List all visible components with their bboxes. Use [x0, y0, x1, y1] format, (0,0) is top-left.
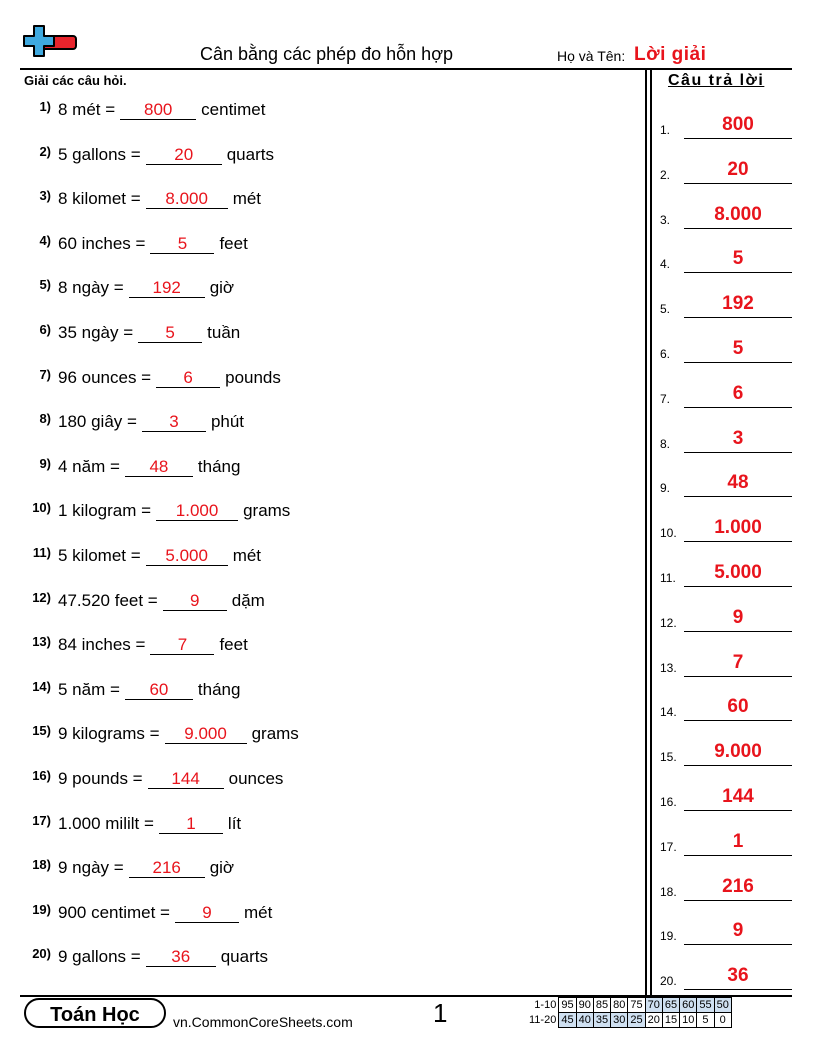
question-number: 16) [32, 768, 51, 783]
answer-value: 6 [732, 382, 744, 404]
answer-blank: 800 [120, 100, 196, 120]
answer-line [684, 228, 792, 229]
answer-value: 192 [722, 293, 754, 315]
answer-blank: 216 [129, 858, 205, 878]
answer-blank: 192 [129, 278, 205, 298]
question-prompt: 8 kilomet = [58, 189, 141, 209]
score-cell: 75 [628, 998, 645, 1013]
answer-line [684, 631, 792, 632]
question-unit: grams [243, 501, 291, 521]
answer-line [684, 183, 792, 184]
question-prompt: 9 pounds = [58, 769, 143, 788]
score-cell: 95 [559, 998, 576, 1013]
answer-line [684, 765, 792, 766]
answer-line [684, 720, 792, 721]
question-prompt: 180 giây = [58, 412, 137, 432]
question-item [20, 278, 234, 298]
question-item [20, 323, 240, 343]
question-unit: feet [219, 635, 248, 655]
answer-number: 9. [660, 481, 671, 496]
question-prompt: 60 inches = [58, 233, 146, 253]
answer-value: 36 [727, 965, 749, 987]
answer-key-item [660, 378, 792, 408]
question-item [20, 100, 265, 120]
question-item [20, 412, 244, 432]
answer-key-item [660, 423, 792, 453]
question-prompt: 1.000 mililt = [58, 813, 154, 833]
question-item [20, 769, 283, 789]
question-number: 14) [32, 678, 51, 694]
question-unit: mét [232, 189, 262, 209]
answer-value: 20 [727, 158, 749, 180]
answer-blank: 6 [156, 368, 220, 388]
score-row [527, 1013, 731, 1028]
answer-blank: 9.000 [165, 724, 247, 744]
question-number: 3) [39, 188, 51, 204]
answer-key-item [660, 154, 792, 184]
answer-blank: 8.000 [146, 189, 228, 209]
question-prompt: 96 ounces = [58, 367, 152, 387]
answer-number: 3. [660, 212, 671, 227]
answer-line [684, 317, 792, 318]
answer-key-item [660, 602, 792, 632]
score-cell: 65 [662, 998, 679, 1013]
score-cell: 35 [593, 1013, 610, 1028]
question-number: 4) [39, 232, 51, 248]
question-prompt: 9 gallons = [58, 947, 141, 967]
score-row-label: 1-10 [534, 998, 557, 1011]
answer-key-item [660, 199, 792, 229]
question-unit: tuần [207, 323, 241, 342]
answer-line [684, 676, 792, 677]
answer-number: 16. [660, 795, 677, 809]
answer-key-item [660, 467, 792, 497]
answer-blank: 144 [148, 769, 224, 789]
answer-blank: 36 [146, 947, 216, 967]
answer-key-item [660, 691, 792, 721]
score-cell: 30 [611, 1013, 628, 1028]
header-divider [20, 68, 792, 70]
question-number: 11) [32, 545, 51, 560]
question-unit: tháng [197, 456, 241, 476]
answer-number: 17. [660, 839, 677, 854]
question-unit: giờ [209, 858, 235, 878]
question-item [20, 189, 261, 209]
answer-value: 9 [732, 920, 744, 942]
question-number: 10) [32, 500, 51, 516]
question-unit: ounces [228, 769, 284, 788]
question-item [20, 680, 240, 700]
answer-key-item [660, 915, 792, 945]
answer-number: 15. [660, 750, 677, 765]
answer-value: 8.000 [714, 203, 762, 225]
answer-blank: 60 [125, 680, 193, 700]
question-unit: mét [244, 902, 273, 922]
answer-line [684, 362, 792, 363]
question-prompt: 1 kilogram = [58, 501, 152, 521]
question-number: 15) [32, 723, 51, 739]
question-prompt: 9 kilograms = [58, 724, 160, 744]
page-number: 1 [433, 998, 448, 1028]
answer-key-item [660, 512, 792, 542]
answer-blank: 1 [159, 814, 223, 834]
answer-key-item [660, 109, 792, 139]
question-number: 6) [39, 322, 51, 337]
question-number: 18) [32, 857, 51, 873]
answer-number: 2. [660, 167, 671, 182]
answer-blank: 9 [175, 903, 239, 923]
answers-title: Câu trả lời [668, 72, 765, 89]
question-item [20, 591, 265, 611]
question-unit: centimet [201, 100, 266, 119]
question-item [20, 903, 272, 923]
question-unit: giờ [209, 278, 235, 298]
answer-key-item [660, 243, 792, 273]
question-unit: feet [219, 233, 248, 253]
answer-number: 10. [660, 526, 677, 541]
question-unit: dặm [231, 590, 265, 610]
question-number: 7) [39, 366, 51, 382]
question-number: 2) [39, 143, 51, 159]
score-cell: 85 [593, 998, 610, 1013]
score-cell: 40 [576, 1013, 593, 1028]
score-cell: 25 [628, 1013, 645, 1028]
answer-value: 3 [732, 427, 744, 449]
question-item [20, 635, 248, 655]
question-unit: quarts [220, 947, 268, 967]
score-cell: 5 [697, 1013, 714, 1028]
score-cell: 60 [680, 998, 697, 1013]
answer-line [684, 407, 792, 408]
score-cell: 15 [662, 1013, 679, 1028]
score-cell: 55 [697, 998, 714, 1013]
question-number: 8) [39, 411, 51, 427]
answer-line [684, 900, 792, 901]
question-item [20, 947, 268, 967]
answer-number: 7. [660, 391, 671, 406]
question-number: 9) [39, 455, 51, 471]
brand-badge: Toán Học [24, 998, 166, 1028]
answer-number: 20. [660, 974, 677, 989]
answer-value: 7 [732, 651, 744, 673]
page-title: Cân bằng các phép đo hỗn hợp [200, 44, 454, 64]
question-prompt: 8 ngày = [58, 278, 124, 298]
column-divider-right [650, 68, 652, 995]
answer-line [684, 272, 792, 273]
score-cell: 20 [645, 1013, 662, 1028]
answer-value: 5 [732, 248, 744, 270]
score-cell: 80 [611, 998, 628, 1013]
answer-blank: 3 [142, 412, 206, 432]
question-item [20, 724, 299, 744]
answer-line [684, 496, 792, 497]
answer-blank: 20 [146, 145, 222, 165]
answer-key-item [660, 781, 792, 811]
answer-blank: 7 [150, 635, 214, 655]
answer-line [684, 452, 792, 453]
question-number: 17) [32, 812, 51, 828]
question-prompt: 5 kilomet = [58, 546, 141, 565]
question-item [20, 234, 248, 254]
answer-value: 800 [722, 114, 754, 135]
answer-line [684, 944, 792, 945]
question-number: 20) [32, 946, 51, 962]
question-prompt: 5 gallons = [58, 144, 141, 164]
answer-blank: 5 [138, 323, 202, 343]
question-prompt: 900 centimet = [58, 902, 170, 922]
answer-key-item [660, 826, 792, 856]
question-prompt: 8 mét = [58, 100, 116, 119]
score-row-label: 11-20 [529, 1013, 557, 1026]
answer-value: 9 [732, 606, 744, 628]
answer-value: 5 [732, 338, 744, 359]
answer-line [684, 855, 792, 856]
question-item [20, 814, 241, 834]
question-prompt: 35 ngày = [58, 323, 134, 342]
answer-number: 12. [660, 615, 677, 630]
answer-number: 19. [660, 929, 677, 944]
score-cell: 70 [645, 998, 662, 1013]
answer-key-item [660, 871, 792, 901]
answer-key-item [660, 333, 792, 363]
question-item [20, 457, 240, 477]
answer-number: 5. [660, 302, 671, 317]
score-cell: 10 [680, 1013, 697, 1028]
answer-number: 13. [660, 660, 677, 675]
question-item [20, 858, 234, 878]
answer-line [684, 810, 792, 811]
question-prompt: 84 inches = [58, 635, 146, 655]
question-unit: tháng [197, 679, 241, 699]
answer-key-item [660, 736, 792, 766]
question-prompt: 4 năm = [58, 456, 120, 476]
question-prompt: 9 ngày = [58, 858, 124, 878]
answer-value: 48 [727, 472, 749, 494]
answer-key-item [660, 288, 792, 318]
answer-line [684, 138, 792, 139]
score-cell: 50 [714, 998, 731, 1013]
answer-blank: 5 [150, 234, 214, 254]
answer-value: 5.000 [714, 562, 762, 583]
answer-number: 6. [660, 347, 671, 361]
answer-value: 9.000 [714, 741, 762, 763]
question-unit: grams [251, 724, 299, 744]
answer-blank: 5.000 [146, 546, 228, 566]
question-unit: phút [210, 412, 245, 432]
score-row [527, 998, 731, 1013]
answer-line [684, 989, 792, 990]
answer-line [684, 541, 792, 542]
score-cell: 90 [576, 998, 593, 1013]
question-item [20, 546, 261, 566]
question-prompt: 47.520 feet = [58, 590, 158, 610]
question-number: 19) [32, 901, 51, 917]
answer-value: 144 [722, 786, 754, 807]
answer-value: 60 [727, 696, 749, 718]
answer-line [684, 586, 792, 587]
answer-number: 4. [660, 257, 671, 272]
name-label: Họ và Tên: [557, 48, 626, 64]
score-cell: 0 [714, 1013, 731, 1028]
question-unit: lít [227, 813, 242, 833]
answer-value: 1 [732, 830, 744, 852]
question-unit: pounds [225, 367, 281, 387]
answer-blank: 48 [125, 457, 193, 477]
answer-value: 216 [722, 875, 754, 897]
question-prompt: 5 năm = [58, 679, 120, 699]
question-number: 5) [39, 277, 51, 293]
name-value: Lời giải [634, 44, 707, 65]
question-item [20, 501, 290, 521]
answer-key-item [660, 557, 792, 587]
question-unit: mét [232, 546, 262, 565]
question-item [20, 368, 281, 388]
answer-number: 8. [660, 436, 671, 451]
answer-key-item [660, 960, 792, 990]
answer-number: 1. [660, 123, 671, 137]
question-unit: quarts [226, 144, 274, 164]
site-url: vn.CommonCoreSheets.com [173, 1014, 353, 1030]
answer-number: 18. [660, 884, 677, 899]
instructions: Giải các câu hỏi. [24, 73, 127, 88]
score-table [527, 997, 732, 1028]
question-number: 1) [39, 99, 51, 114]
answer-number: 11. [660, 571, 676, 585]
answer-blank: 9 [163, 591, 227, 611]
answer-blank: 1.000 [156, 501, 238, 521]
answer-value: 1.000 [714, 517, 762, 539]
question-number: 12) [32, 589, 51, 605]
answer-number: 14. [660, 705, 677, 720]
column-divider-left [645, 68, 647, 995]
plus-minus-logo-icon [22, 24, 80, 68]
answer-key-item [660, 647, 792, 677]
score-cell: 45 [559, 1013, 576, 1028]
question-item [20, 145, 274, 165]
question-number: 13) [32, 634, 51, 650]
